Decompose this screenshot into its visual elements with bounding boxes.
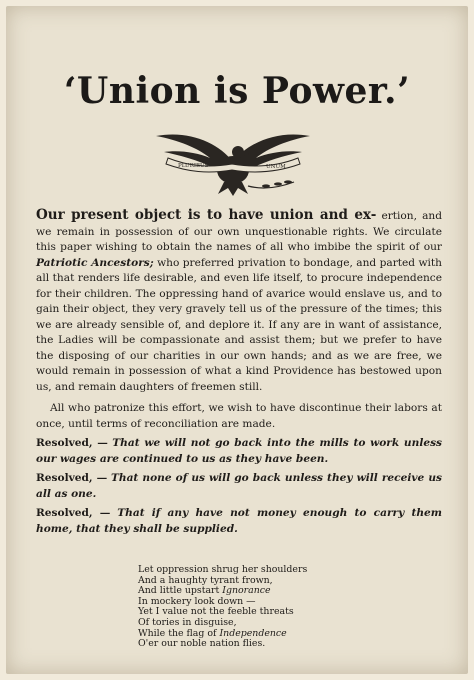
banner-left-text: PLURIBUS — [178, 163, 209, 169]
resolution-1 — [36, 436, 442, 467]
poem-line-italic: Ignorance — [222, 585, 271, 597]
resolution-text: That if any have not money enough to carry them home, that they shall be supplied. — [36, 507, 443, 535]
poem-line-part: And little upstart — [138, 585, 223, 597]
paragraph-1 — [36, 208, 442, 395]
proclamation-body — [36, 208, 442, 537]
poem-line-italic: Independence — [219, 627, 287, 639]
resolution-label: Resolved, — — [36, 507, 111, 519]
paragraph-1-part-2: who preferred privation to bondage, and parted with all that renders life desirable, and even life itself, to procure independence for their children. The oppressing hand of avarice would enslave us, and to gain their object, they very gravely tell us of the pressure of the times; this we are already sensible of, and deplore it. If any are in want of assistance, the Ladies will be compassionate and assist them; but we prefer to have the disposing of our charities in our own hands; and as we are free, we would remain in possession of what a kind Providence has bestowed upon us, and remain daughters of freemen still. — [36, 256, 442, 393]
paragraph-1-italic: Patriotic Ancestors; — [36, 256, 154, 269]
poem-line: Let oppression shrug her shoulders — [138, 564, 308, 575]
lead-line: Our present object is to have union and ex- — [36, 207, 377, 223]
resolution-2 — [36, 471, 442, 502]
page-title: ‘Union is Power.’ — [63, 70, 411, 112]
poem-line: In mockery look down — — [138, 595, 256, 607]
poem-line: Yet I value not the feeble threats — [138, 606, 294, 618]
paragraph-1-part-1: ertion, and we remain in possession of our own unquestionable rights. We circulate this paper wishing to obtain the names of all who imbibe the spirit of our — [36, 210, 442, 253]
banner-right-text: UNUM — [266, 164, 286, 170]
resolution-3 — [36, 506, 442, 537]
poem-line: O'er our noble nation flies. — [138, 638, 266, 650]
poem-line: Of tories in disguise, — [138, 616, 237, 628]
resolution-label: Resolved, — — [36, 472, 108, 484]
resolution-label: Resolved, — — [36, 437, 108, 449]
poem-line-part: While the flag of — [138, 627, 220, 639]
resolution-text: That we will not go back into the mills to work unless our wages are continued to us as they have been. — [36, 437, 443, 465]
poem — [138, 565, 398, 650]
eagle-with-banner-icon — [148, 122, 318, 202]
paragraph-2: All who patronize this effort, we wish to have discontinue their labors at once, until terms of reconciliation are made. — [36, 402, 442, 430]
poem-line: And a haughty tyrant frown, — [138, 574, 273, 586]
resolution-text: That none of us will go back unless they will receive us all as one. — [36, 472, 442, 500]
